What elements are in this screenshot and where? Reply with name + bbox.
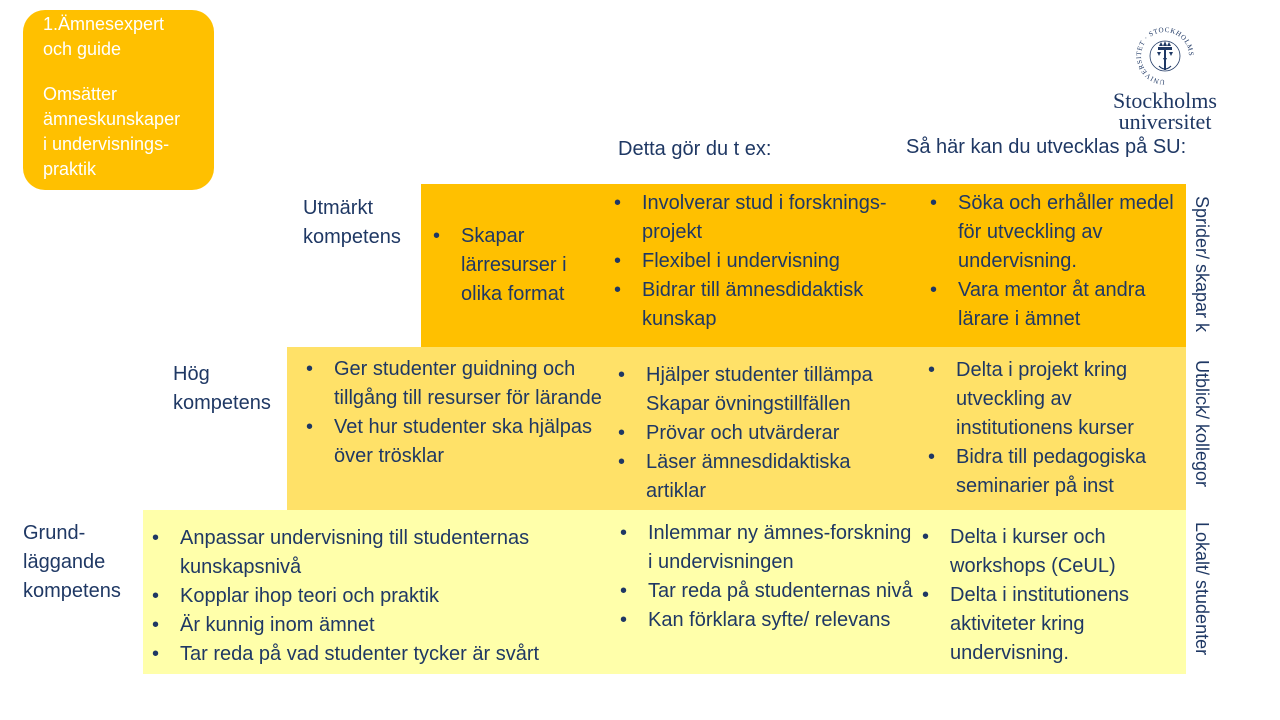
list-item: • Söka och erhåller medel för utveckling av undervisning. (924, 189, 1180, 276)
tag-body-line: Omsätter (43, 84, 118, 104)
examples-list-high (612, 361, 912, 506)
list-item: • Delta i projekt kring utveckling av institutionens kurser (922, 356, 1180, 443)
tag-body-line: i undervisnings- (43, 134, 170, 154)
list-item: • Läser ämnesdidaktiska artiklar (612, 448, 912, 506)
svg-text:UNIVERSITET · STOCKHOLMS: UNIVERSITET · STOCKHOLMS (1135, 25, 1195, 86)
development-list-excellent (924, 189, 1180, 334)
competence-list-basic (146, 524, 596, 669)
logo-name-line: Stockholms (1113, 88, 1217, 113)
list-item: • Hjälper studenter tillämpa Skapar övningstillfällen (612, 361, 912, 419)
list-item: • Anpassar undervisning till studenternas kunskapsnivå (146, 524, 596, 582)
level-label-basic: Grund- läggande kompetens (23, 522, 121, 602)
level-label-high: Hög kompetens (173, 363, 271, 414)
list-item: • Prövar och utvärderar (612, 419, 912, 448)
list-item: • Tar reda på vad studenter tycker är svårt (146, 640, 596, 669)
tag-body-line: praktik (43, 159, 97, 179)
list-item: • Flexibel i undervisning (608, 247, 923, 276)
list-item: • Vara mentor åt andra lärare i ämnet (924, 276, 1180, 334)
list-item: • Skapar lärresurser i olika format (427, 222, 597, 309)
list-item: • Vet hur studenter ska hjälpas över trösklar (300, 413, 605, 471)
side-label-high: Utblick/ kollegor (1192, 360, 1212, 488)
examples-list-basic (614, 519, 914, 635)
column-header-development: Så här kan du utvecklas på SU: (906, 136, 1187, 158)
tag-title-line: 1.Ämnesexpert (43, 14, 165, 34)
list-item: • Delta i kurser och workshops (CeUL) (916, 523, 1178, 581)
competence-list-excellent (427, 222, 597, 309)
list-item: • Kan förklara syfte/ relevans (614, 606, 914, 635)
side-label-excellent: Sprider/ skapar k (1192, 196, 1212, 333)
list-item: • Bidrar till ämnesdidaktisk kunskap (608, 276, 923, 334)
topic-tag-box (23, 10, 214, 190)
development-list-basic (916, 523, 1178, 668)
column-header-examples: Detta gör du t ex: (618, 138, 772, 160)
university-logo (1100, 24, 1230, 132)
side-label-basic: Lokalt/ studenter (1192, 522, 1212, 656)
list-item: • Är kunnig inom ämnet (146, 611, 596, 640)
list-item: • Inlemmar ny ämnes-forskning i undervisningen (614, 519, 914, 577)
logo-name-line: universitet (1118, 109, 1212, 134)
list-item: • Delta i institutionens aktiviteter kring undervisning. (916, 581, 1178, 668)
university-seal-icon (1135, 24, 1195, 86)
examples-list-excellent (608, 189, 923, 334)
tag-title-line: och guide (43, 39, 122, 59)
level-label-excellent: Utmärkt kompetens (303, 197, 401, 248)
competence-list-high (300, 355, 605, 471)
development-list-high (922, 356, 1180, 501)
list-item: • Involverar stud i forsknings-projekt (608, 189, 923, 247)
list-item: • Kopplar ihop teori och praktik (146, 582, 596, 611)
list-item: • Tar reda på studenternas nivå (614, 577, 914, 606)
list-item: • Ger studenter guidning och tillgång till resurser för lärande (300, 355, 605, 413)
tag-body-line: ämneskunskaper (43, 109, 181, 129)
list-item: • Bidra till pedagogiska seminarier på inst (922, 443, 1180, 501)
